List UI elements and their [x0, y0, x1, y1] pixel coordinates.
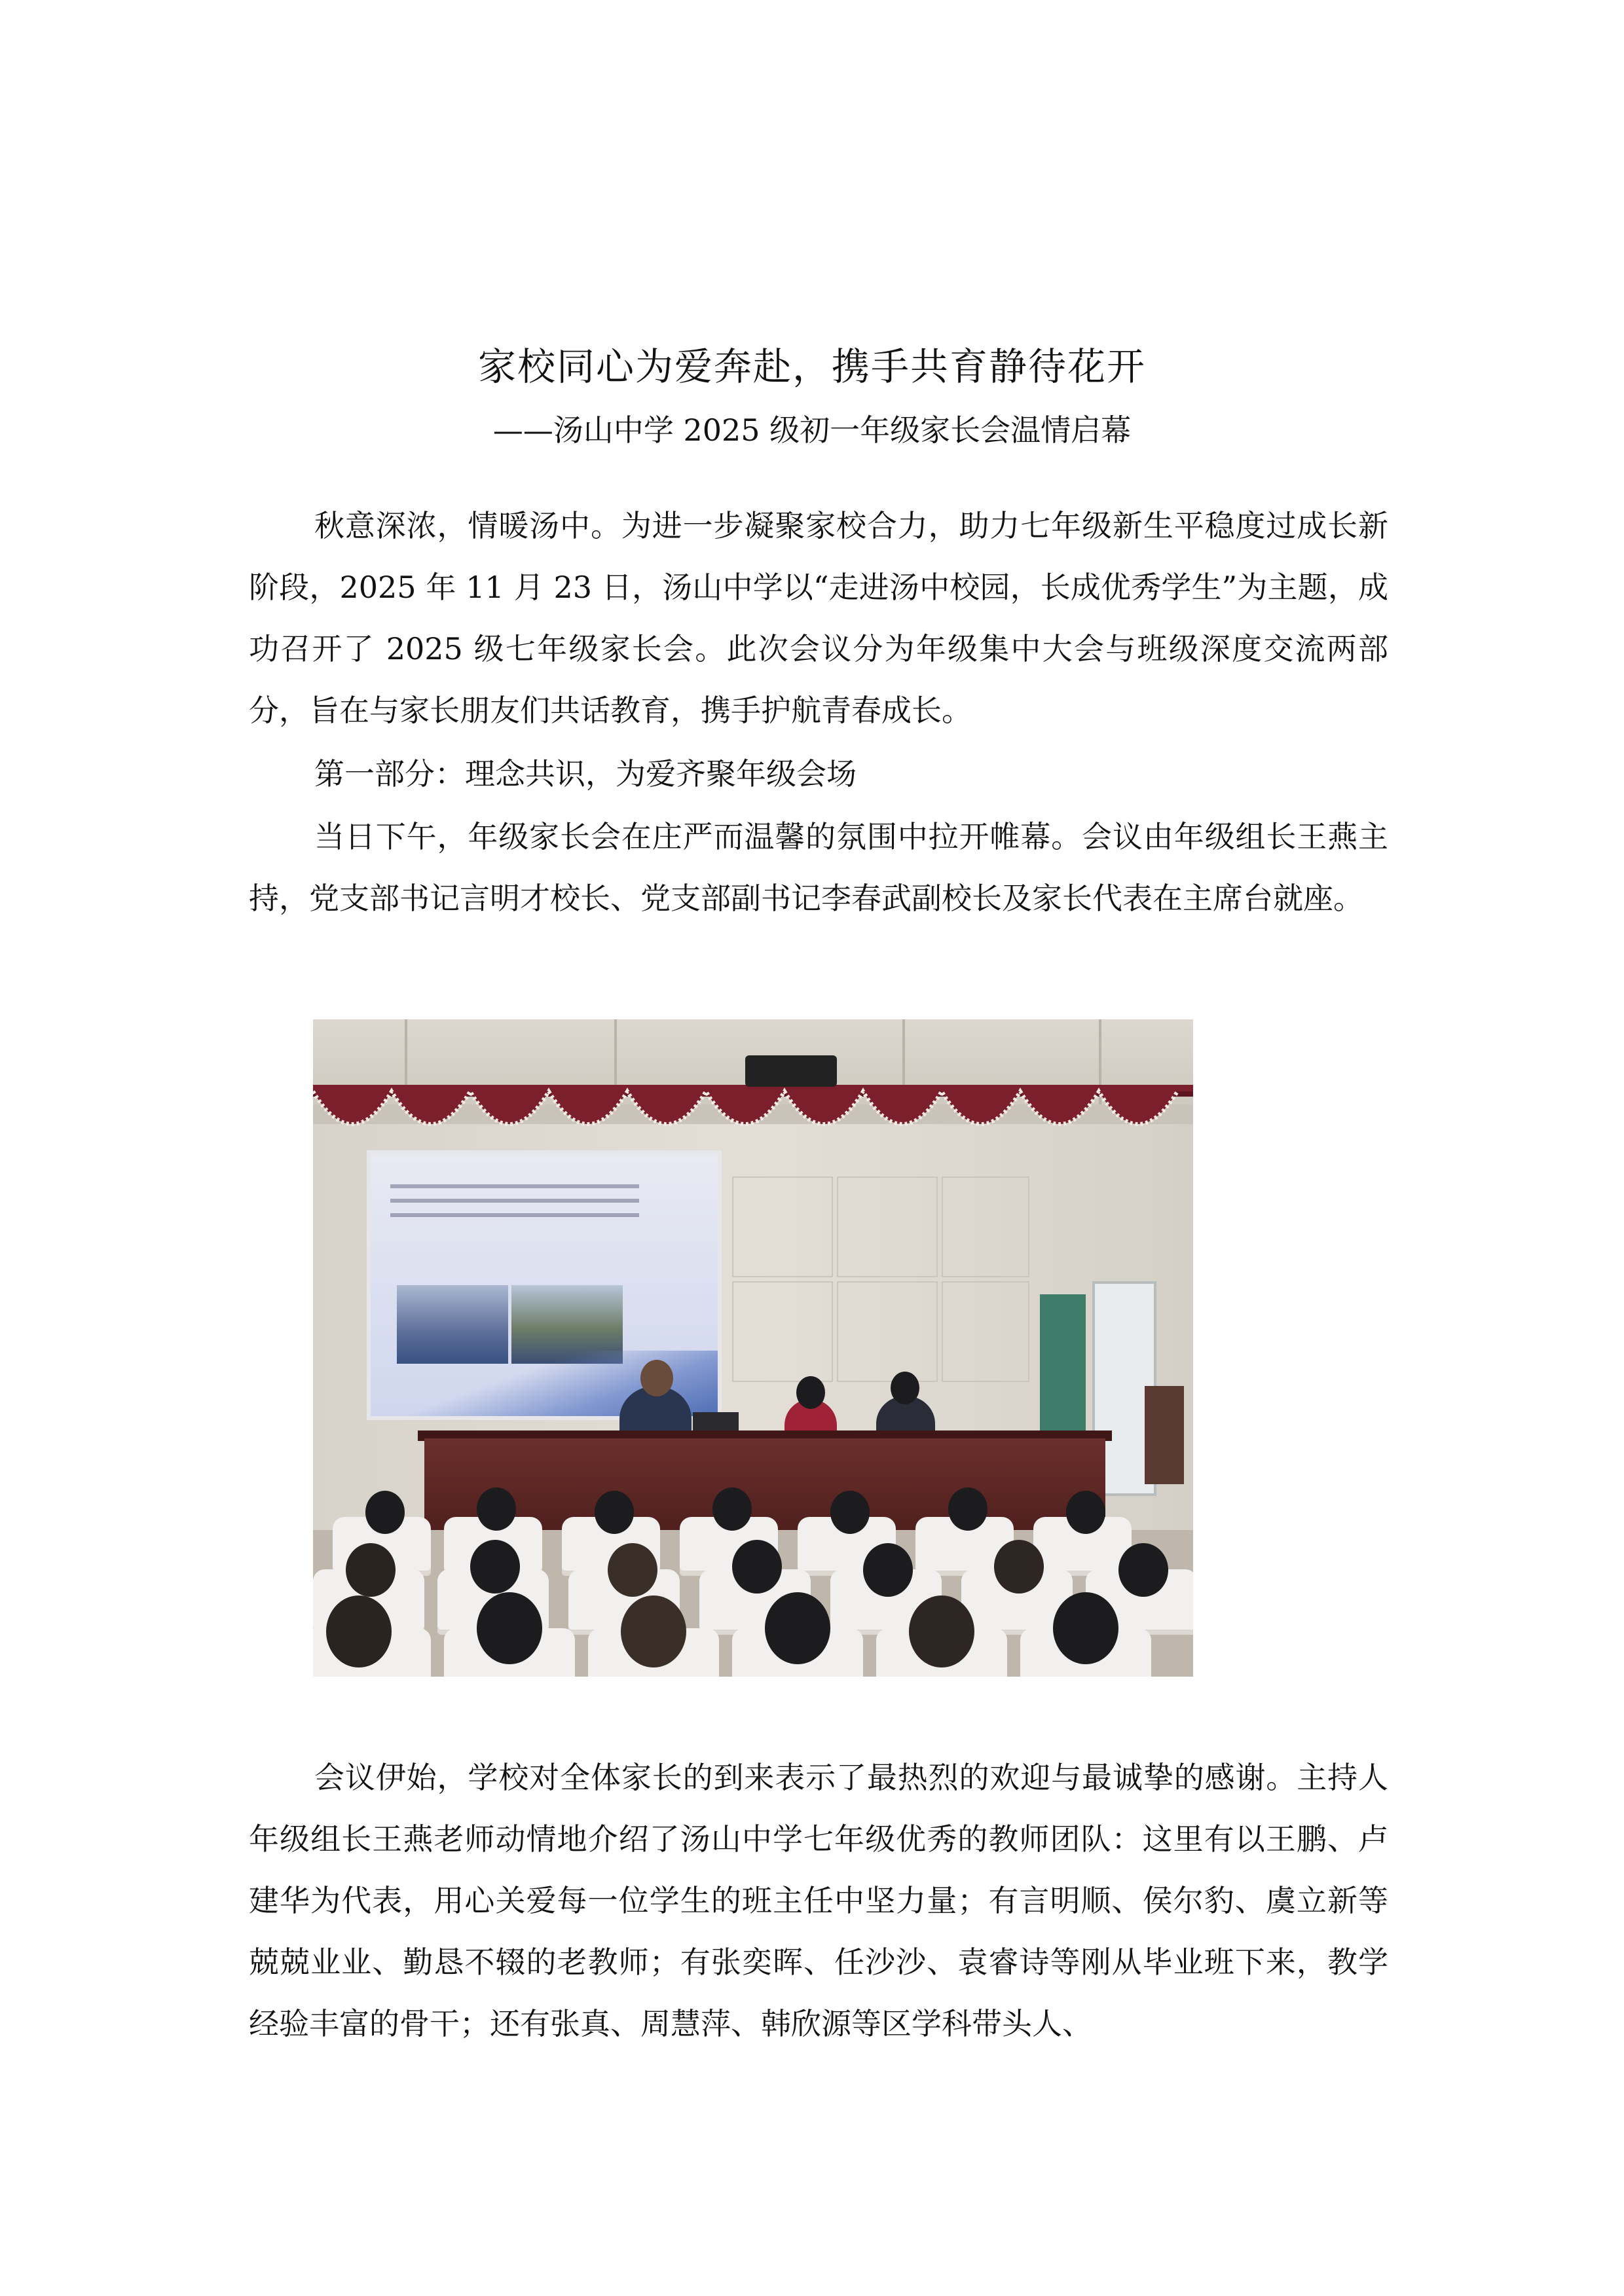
audience-head	[621, 1595, 686, 1667]
podium	[1145, 1386, 1184, 1484]
audience-head	[470, 1540, 520, 1594]
audience-head	[608, 1543, 657, 1597]
audience-head	[477, 1592, 542, 1664]
article-title: 家校同心为爱奔赴，携手共育静待花开	[477, 344, 1146, 389]
speaker-head	[796, 1376, 825, 1409]
audience-head	[365, 1491, 405, 1534]
audience-head	[948, 1487, 987, 1531]
article-subtitle: ——汤山中学 2025 级初一年级家长会温情启幕	[492, 412, 1132, 448]
audience-head	[765, 1592, 830, 1664]
audience-head	[732, 1540, 782, 1594]
wall-panel	[942, 1176, 1029, 1277]
audience-head	[712, 1487, 752, 1531]
stage-curtain-valance	[313, 1085, 1193, 1157]
speaker-head	[891, 1372, 919, 1404]
audience-head	[994, 1540, 1044, 1594]
speaker-head	[640, 1360, 673, 1396]
paragraph-intro: 秋意深浓，情暖汤中。为进一步凝聚家校合力，助力七年级新生平稳度过成长新阶段，2025 年 11 月 23 日，汤山中学以“走进汤中校园，长成优秀学生”为主题，成功召开了 2025 级七年级家长会。此次会议分为年级集中大会与班级深度交流两部分，旨在与家长朋友们共话教育，携手护航青春成长。	[249, 508, 1388, 728]
audience-head	[1066, 1491, 1105, 1534]
meeting-photo	[313, 1019, 1193, 1677]
audience-head	[1118, 1543, 1168, 1597]
wall-panel	[837, 1176, 938, 1277]
audience-head	[909, 1595, 974, 1667]
audience-head	[1053, 1592, 1118, 1664]
slide-text-lines	[390, 1178, 639, 1217]
wall-panel	[732, 1281, 833, 1382]
audience-head	[863, 1543, 913, 1597]
audience-head	[595, 1491, 634, 1534]
section-heading-part-one: 第一部分：理念共识，为爱齐聚年级会场	[314, 756, 857, 792]
wall-panel	[837, 1281, 938, 1382]
wall-panel	[732, 1176, 833, 1277]
paragraph-meeting-opening: 当日下午，年级家长会在庄严而温馨的氛围中拉开帷幕。会议由年级组长王燕主持，党支部书记言明才校长、党支部副书记李春武副校长及家长代表在主席台就座。	[249, 819, 1388, 916]
wall-panel	[942, 1281, 1029, 1382]
audience-head	[346, 1543, 396, 1597]
audience-head	[830, 1491, 870, 1534]
audience-head	[326, 1595, 392, 1667]
ceiling-projector	[745, 1055, 837, 1087]
paragraph-teacher-team: 会议伊始，学校对全体家长的到来表示了最热烈的欢迎与最诚挚的感谢。主持人年级组长王燕老师动情地介绍了汤山中学七年级优秀的教师团队：这里有以王鹏、卢建华为代表，用心关爱每一位学生的班主任中坚力量；有言明顺、侯尔豹、虞立新等兢兢业业、勤恳不辍的老教师；有张奕晖、任沙沙、袁睿诗等刚从毕业班下来，教学经验丰富的骨干；还有张真、周慧萍、韩欣源等区学科带头人、	[249, 1760, 1388, 2041]
audience-head	[477, 1487, 516, 1531]
